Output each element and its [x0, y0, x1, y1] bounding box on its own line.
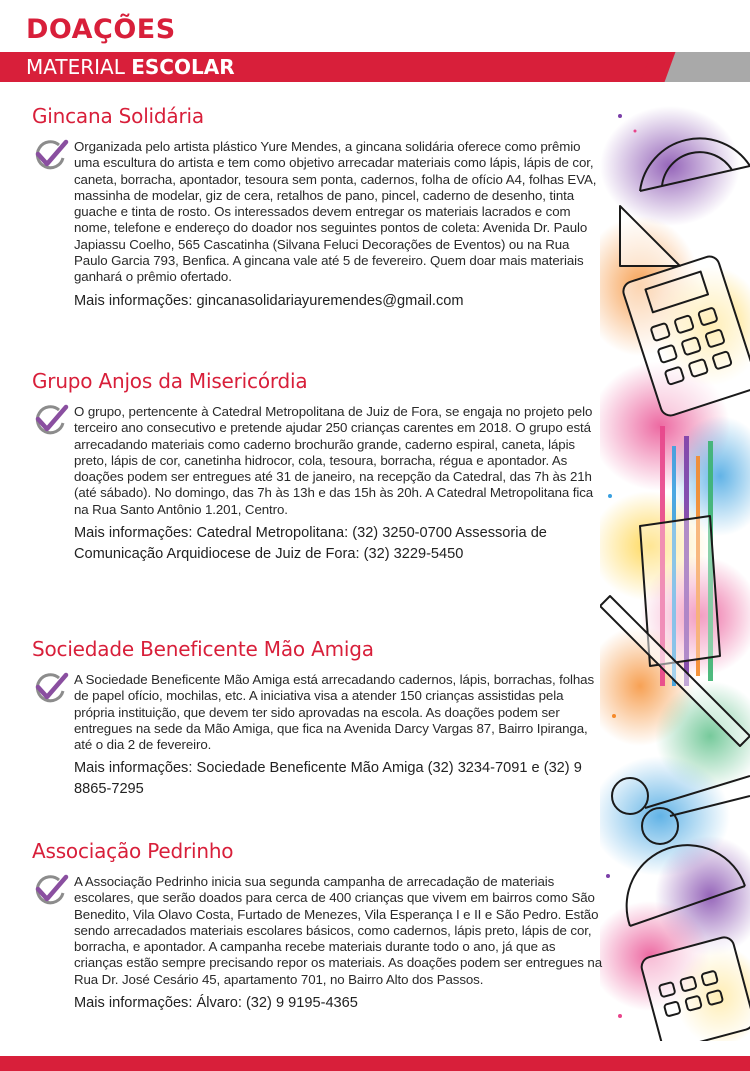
section-title: Gincana Solidária [32, 104, 204, 128]
banner-title [26, 55, 235, 79]
section-contact: Mais informações: Catedral Metropolitana: (32) 3250-0700 Assessoria de Comunicação Arquidiocese de Juiz de Fora: (32) 3229-5450 [74, 525, 547, 563]
checkmark-icon [32, 874, 70, 906]
checkmark-icon [32, 672, 70, 704]
section-contact: Mais informações: gincanasolidariayuremendes@gmail.com [74, 292, 464, 309]
section-gincana-solidaria [32, 104, 602, 312]
section-banner [0, 52, 750, 82]
section-description: Organizada pelo artista plástico Yure Mendes, a gincana solidária oferece como prêmio uma escultura do artista e tem como objetivo arrecadar materiais como lápis, lápis de cor, caneta, borracha, apontador, tesoura sem ponta, cadernos, folha de ofício A4, folhas EVA, massinha de modelar, giz de cera, retalhos de pano, pincel, caderno de desenho, tinta guache e tinta de rosto. Os interessados devem entregar os materiais lacrados e com nome, telefone e endereço do doador nos seguintes pontos de coleta: Avenida Dr. Paulo Japiassu Coelho, 565 Cascatinha (Silvana Feluci Decorações de Eventos) ou na Rua Paulo Garcia 793, Benfica. A gincana vale até 5 de fevereiro. Quem doar mais materiais ganhará o prêmio ofertado. [74, 139, 597, 285]
banner-title-bold: ESCOLAR [131, 55, 235, 79]
section-contact: Mais informações: Álvaro: (32) 9 9195-4365 [74, 995, 358, 1012]
section-associacao-pedrinho [32, 839, 602, 1014]
section-mao-amiga [32, 637, 602, 800]
section-description: O grupo, pertencente à Catedral Metropolitana de Juiz de Fora, se engaja no projeto pelo terceiro ano consecutivo e pretende ajudar 250 crianças carentes em 2018. O grupo está arrecadando materiais como caderno brochurão grande, caderno espiral, caneta, lápis preto, lápis de cor, canetinha hidrocor, cola, tesoura, borracha, régua e apontador. As doações podem ser entregues até 31 de janeiro, na recepção da Catedral, das 7h às 21h (até sábado). No domingo, das 7h às 13h e das 15h às 20h. A Catedral Metropolitana fica na Rua Santo Antônio 1.201, Centro. [74, 404, 594, 517]
bottom-bar [0, 1056, 750, 1071]
section-description: A Associação Pedrinho inicia sua segunda campanha de arrecadação de materiais escolares, que serão doados para cerca de 400 crianças que vivem em bairros como São Benedito, Vila Olavo Costa, Furtado de Menezes, Vila Esperança I e II e São Pedro. Estão sendo arrecadados materiais escolares básicos, como cadernos, lápis preto, lápis de cor, borracha, e apontador. A campanha recebe materiais durante todo o ano, já que as crianças estão sempre precisando repor os materiais. As doações podem ser entregues na Rua Dr. José Cesário 45, apartamento 701, no Bairro Alto dos Passos. [74, 874, 602, 987]
section-title: Grupo Anjos da Misericórdia [32, 369, 308, 393]
page-title: DOAÇÕES [26, 14, 176, 45]
section-contact: Mais informações: Sociedade Beneficente Mão Amiga (32) 3234-7091 e (32) 9 8865-7295 [74, 760, 582, 798]
banner-title-light: MATERIAL [26, 55, 125, 79]
section-title: Associação Pedrinho [32, 839, 234, 863]
section-grupo-anjos [32, 369, 602, 565]
section-title: Sociedade Beneficente Mão Amiga [32, 637, 374, 661]
section-description: A Sociedade Beneficente Mão Amiga está arrecadando cadernos, lápis, borrachas, folhas de papel ofício, mochilas, etc. A iniciativa visa a atender 150 crianças assistidas pela própria instituição, que devem ter sido aprovadas na escola. As doações podem ser entregues na sede da Mão Amiga, que fica na Avenida Darcy Vargas 87, Bairro Ipiranga, até o dia 2 de fevereiro. [74, 672, 595, 753]
school-supplies-illustration [600, 96, 750, 1041]
checkmark-icon [32, 404, 70, 436]
checkmark-icon [32, 139, 70, 171]
